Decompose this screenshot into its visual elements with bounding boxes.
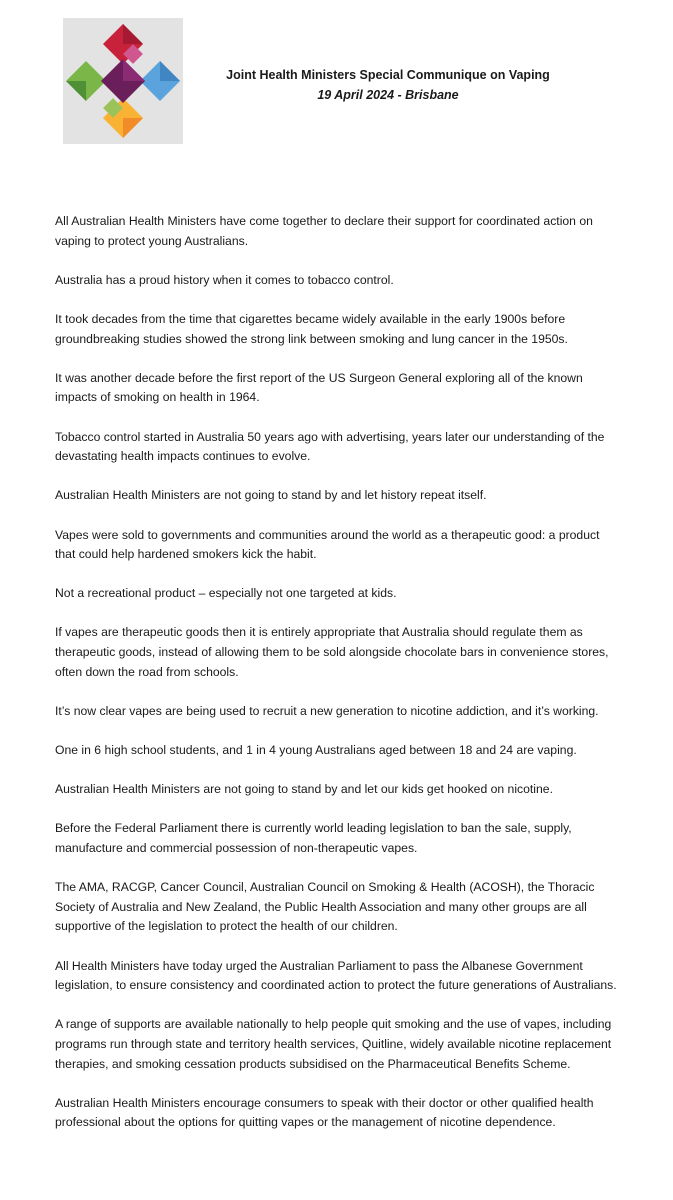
paragraph: Before the Federal Parliament there is currently world leading legislation to ban the sale, supply, manufacture and commercial possession of non-therapeutic vapes.	[55, 821, 572, 855]
paragraph: Australia has a proud history when it comes to tobacco control.	[55, 272, 394, 287]
paragraph: Not a recreational product – especially not one targeted at kids.	[55, 586, 397, 601]
page-title: Joint Health Ministers Special Communique on Vaping	[226, 68, 550, 82]
paragraph: Vapes were sold to governments and communities around the world as a therapeutic good: a product that could help hardened smokers kick the habit.	[55, 527, 600, 562]
paragraph: A range of supports are available nationally to help people quit smoking and the use of vapes, including programs run through state and territory health services, Quitline, widely available nicotine replacement therapies, and smoking cessation products subsidised on the Pharmaceutical Benefits Scheme.	[55, 1017, 612, 1071]
paragraph: The AMA, RACGP, Cancer Council, Australian Council on Smoking & Health (ACOSH), the Thoracic Society of Australia and New Zealand, the Public Health Association and many other groups are all supportive of the legislation to protect the health of our children.	[55, 880, 595, 934]
communique-header	[200, 65, 576, 105]
paragraph: Tobacco control started in Australia 50 years ago with advertising, years later our understanding of the devastating health impacts continues to evolve.	[55, 429, 605, 464]
paragraph: One in 6 high school students, and 1 in 4 young Australians aged between 18 and 24 are vaping.	[55, 743, 577, 758]
communique-body	[55, 212, 620, 1153]
logo-top-tile-shade	[123, 24, 143, 44]
logo-left-tile-shade	[66, 81, 86, 101]
paragraph: It took decades from the time that cigarettes became widely available in the early 1900s before groundbreaking studies showed the strong link between smoking and lung cancer in the 1950s.	[55, 311, 568, 346]
paragraph: Australian Health Ministers are not going to stand by and let history repeat itself.	[55, 488, 487, 503]
paragraph: All Australian Health Ministers have come together to declare their support for coordinated action on vaping to protect young Australians.	[55, 214, 593, 248]
logo-right-tile-shade	[160, 61, 180, 81]
paragraph: Australian Health Ministers are not going to stand by and let our kids get hooked on nicotine.	[55, 782, 553, 797]
date-location-line: 19 April 2024 - Brisbane	[317, 88, 459, 102]
logo	[63, 18, 183, 144]
paragraph: It was another decade before the first report of the US Surgeon General exploring all of the known impacts of smoking on health in 1964.	[55, 370, 583, 405]
paragraph: If vapes are therapeutic goods then it is entirely appropriate that Australia should regulate them as therapeutic goods, instead of allowing them to be sold alongside chocolate bars in convenience stores, often down the road from schools.	[55, 625, 609, 679]
logo-bottom-tile-shade	[123, 118, 143, 138]
ahmac-diamond-logo-icon	[63, 18, 183, 144]
paragraph: It’s now clear vapes are being used to recruit a new generation to nicotine addiction, and it’s working.	[55, 703, 599, 718]
paragraph: Australian Health Ministers encourage consumers to speak with their doctor or other qualified health professional about the options for quitting vapes or the management of nicotine dependence.	[55, 1095, 594, 1130]
paragraph: All Health Ministers have today urged the Australian Parliament to pass the Albanese Government legislation, to ensure consistency and coordinated action to protect the future generations of Australians.	[55, 958, 617, 993]
